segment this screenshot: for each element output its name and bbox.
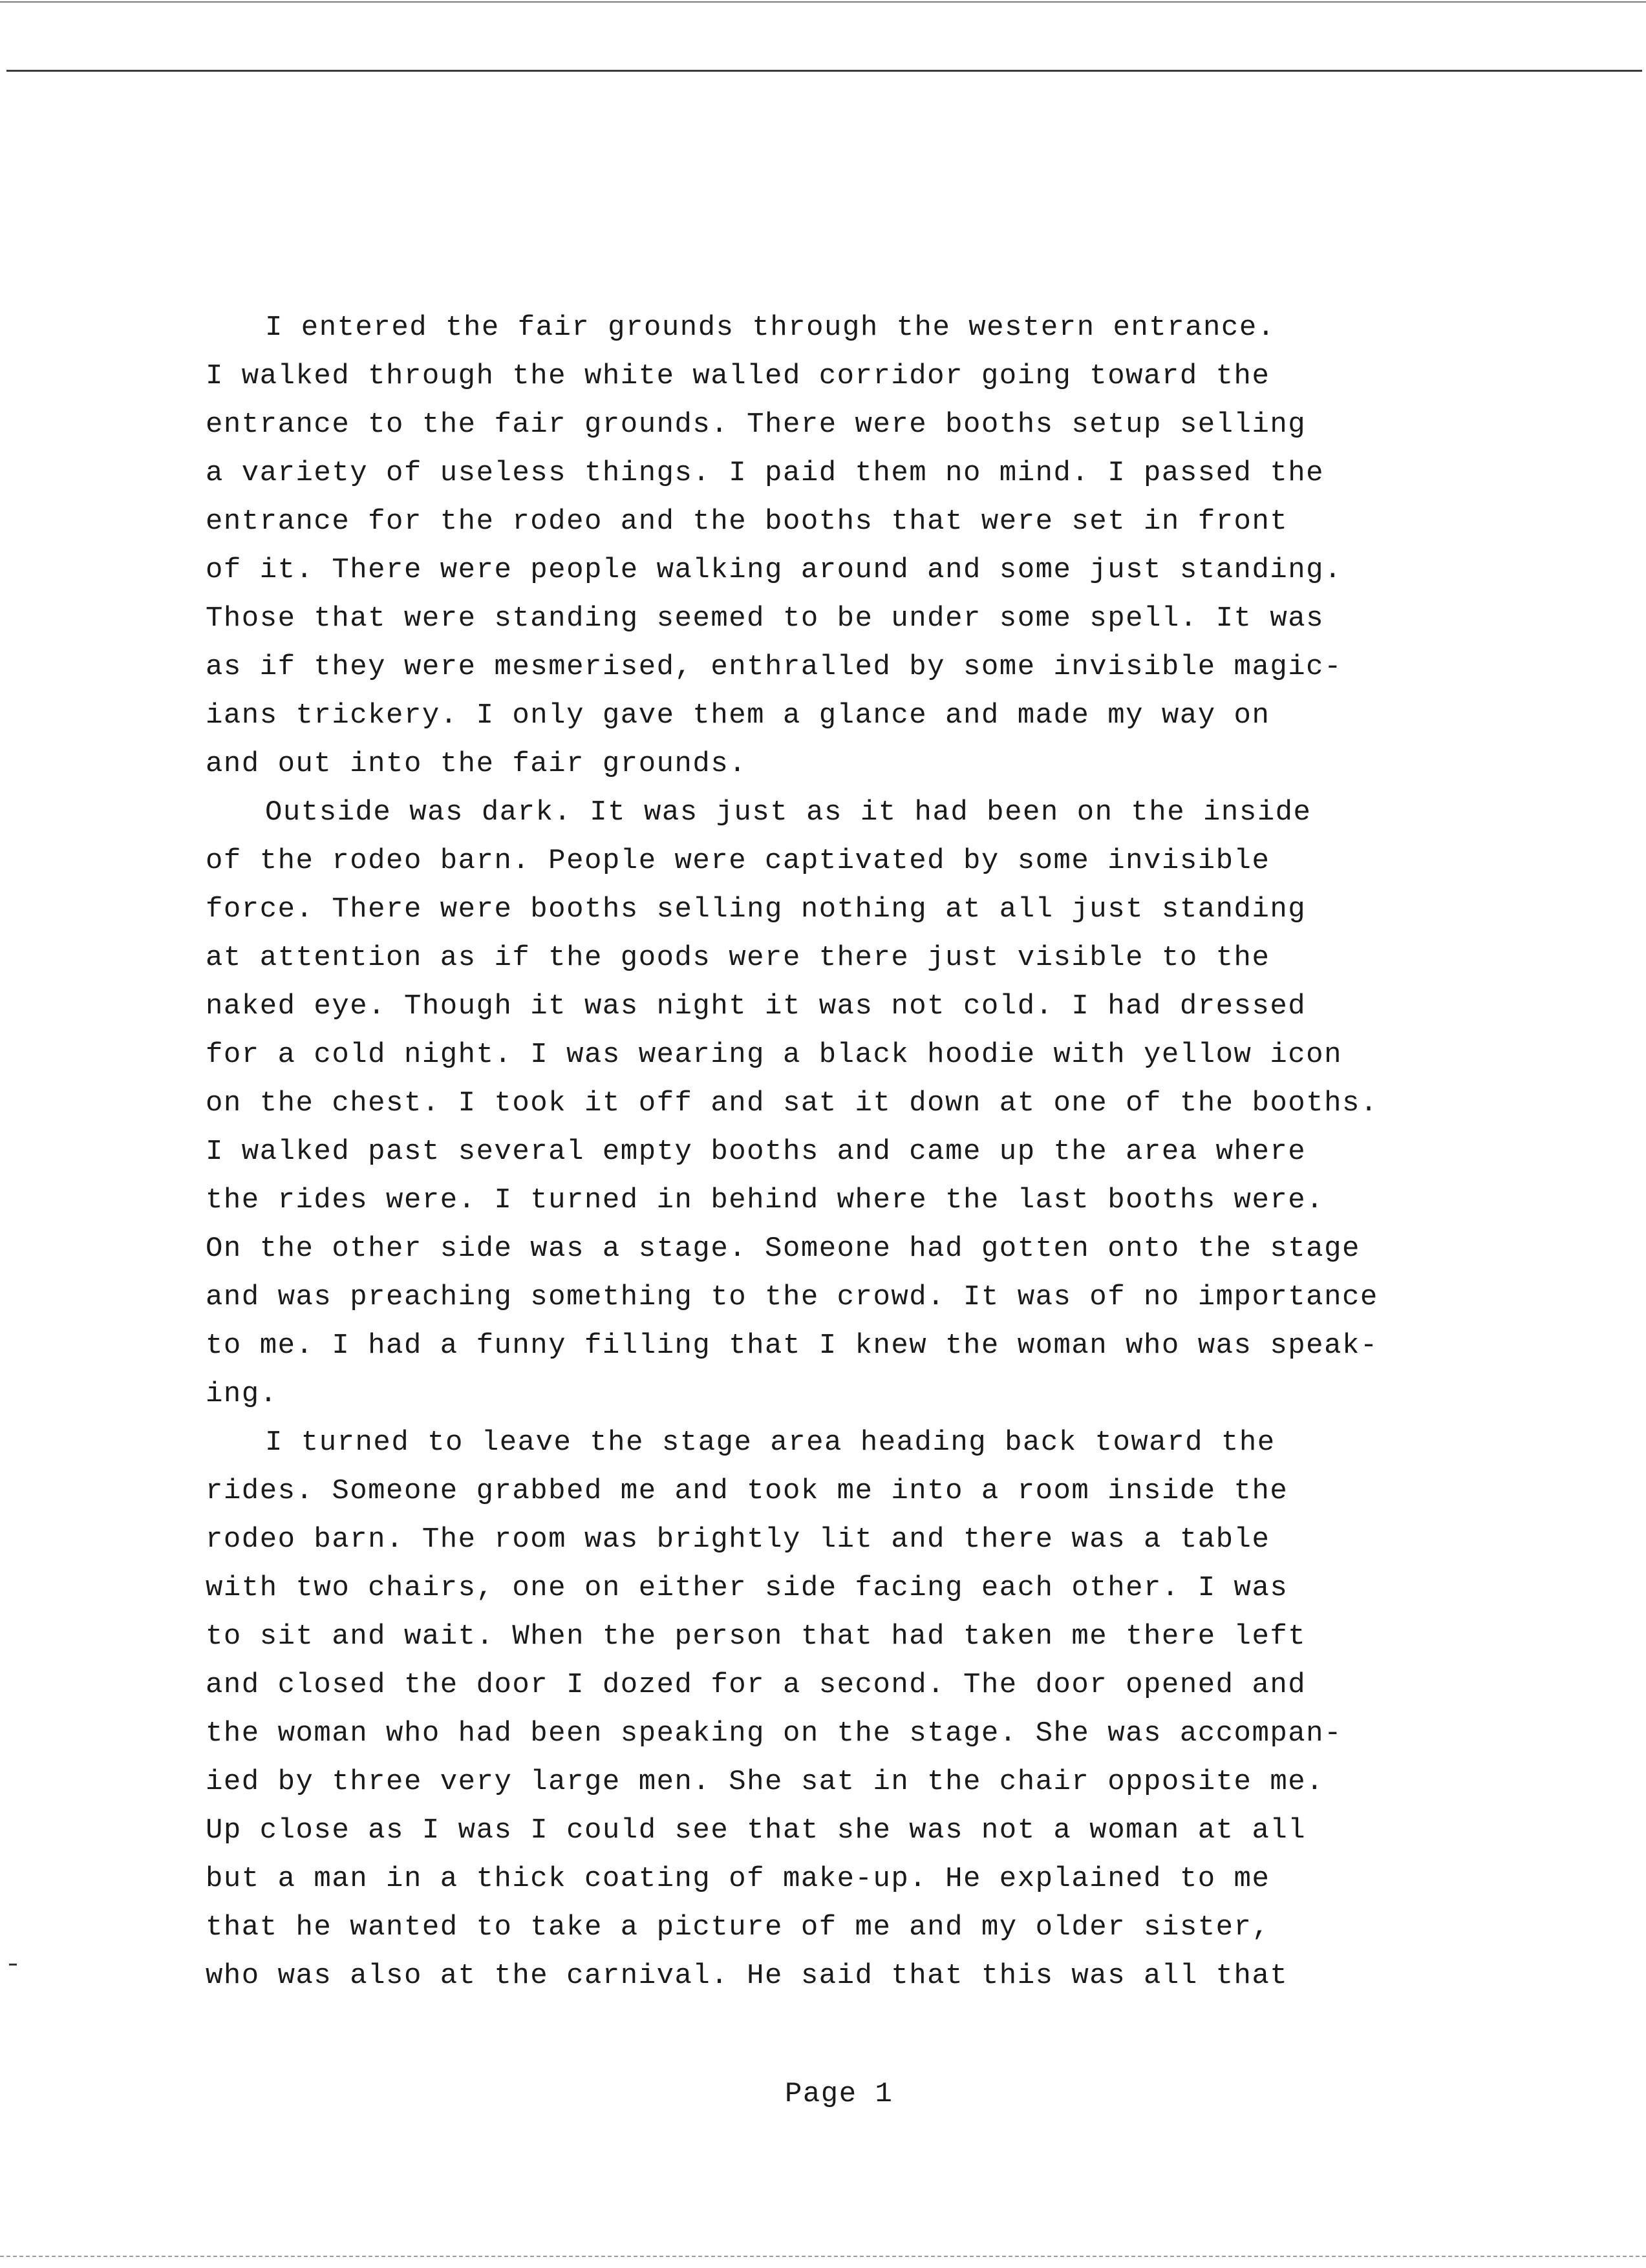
text-line: with two chairs, one on either side facing each other. I was <box>206 1572 1288 1604</box>
text-line: I walked through the white walled corridor going toward the <box>206 360 1270 392</box>
text-line: for a cold night. I was wearing a black hoodie with yellow icon <box>206 1039 1342 1071</box>
bottom-edge-rule <box>0 2256 1646 2257</box>
text-line: rides. Someone grabbed me and took me into a room inside the <box>206 1475 1288 1507</box>
text-line: Outside was dark. It was just as it had been on the inside <box>265 796 1312 829</box>
text-line: force. There were booths selling nothing at all just standing <box>206 893 1307 926</box>
text-line: who was also at the carnival. He said that this was all that <box>206 1960 1288 1992</box>
text-line: as if they were mesmerised, enthralled by some invisible magic- <box>206 651 1342 683</box>
text-line: at attention as if the goods were there just visible to the <box>206 942 1270 974</box>
text-line: of the rodeo barn. People were captivated by some invisible <box>206 845 1270 877</box>
text-line: ied by three very large men. She sat in the chair opposite me. <box>206 1766 1325 1798</box>
document-body <box>206 304 1499 2000</box>
paragraph-1 <box>206 304 1499 789</box>
text-line: of it. There were people walking around and some just standing. <box>206 554 1342 586</box>
paragraph-3 <box>206 1419 1499 2000</box>
text-line: On the other side was a stage. Someone had gotten onto the stage <box>206 1233 1360 1265</box>
page-number: Page 1 <box>785 2078 893 2110</box>
text-line: I walked past several empty booths and came up the area where <box>206 1136 1307 1168</box>
text-line: Up close as I was I could see that she was not a woman at all <box>206 1814 1307 1847</box>
text-line: but a man in a thick coating of make-up. He explained to me <box>206 1863 1270 1895</box>
header-rule <box>6 70 1642 72</box>
text-line: to me. I had a funny filling that I knew the woman who was speak- <box>206 1330 1378 1362</box>
text-line: I entered the fair grounds through the western entrance. <box>265 312 1276 344</box>
text-line: and was preaching something to the crowd. It was of no importance <box>206 1281 1378 1313</box>
paragraph-2 <box>206 789 1499 1419</box>
text-line: I turned to leave the stage area heading back toward the <box>265 1426 1276 1459</box>
text-line: entrance to the fair grounds. There were booths setup selling <box>206 408 1307 441</box>
text-line: ing. <box>206 1378 278 1410</box>
text-line: and out into the fair grounds. <box>206 748 747 780</box>
text-line: on the chest. I took it off and sat it down at one of the booths. <box>206 1087 1378 1119</box>
text-line: a variety of useless things. I paid them no mind. I passed the <box>206 457 1325 489</box>
text-line: entrance for the rodeo and the booths that were set in front <box>206 505 1288 538</box>
text-line: to sit and wait. When the person that had taken me there left <box>206 1620 1307 1653</box>
text-line: rodeo barn. The room was brightly lit and there was a table <box>206 1523 1270 1556</box>
text-line: that he wanted to take a picture of me and my older sister, <box>206 1911 1270 1944</box>
top-edge-rule <box>0 1 1646 3</box>
text-line: Those that were standing seemed to be under some spell. It was <box>206 602 1325 635</box>
margin-mark <box>9 1964 17 1966</box>
text-line: ians trickery. I only gave them a glance and made my way on <box>206 699 1270 732</box>
text-line: and closed the door I dozed for a second. The door opened and <box>206 1669 1307 1701</box>
text-line: the rides were. I turned in behind where the last booths were. <box>206 1184 1325 1216</box>
text-line: the woman who had been speaking on the stage. She was accompan- <box>206 1717 1342 1750</box>
text-line: naked eye. Though it was night it was not cold. I had dressed <box>206 990 1307 1023</box>
